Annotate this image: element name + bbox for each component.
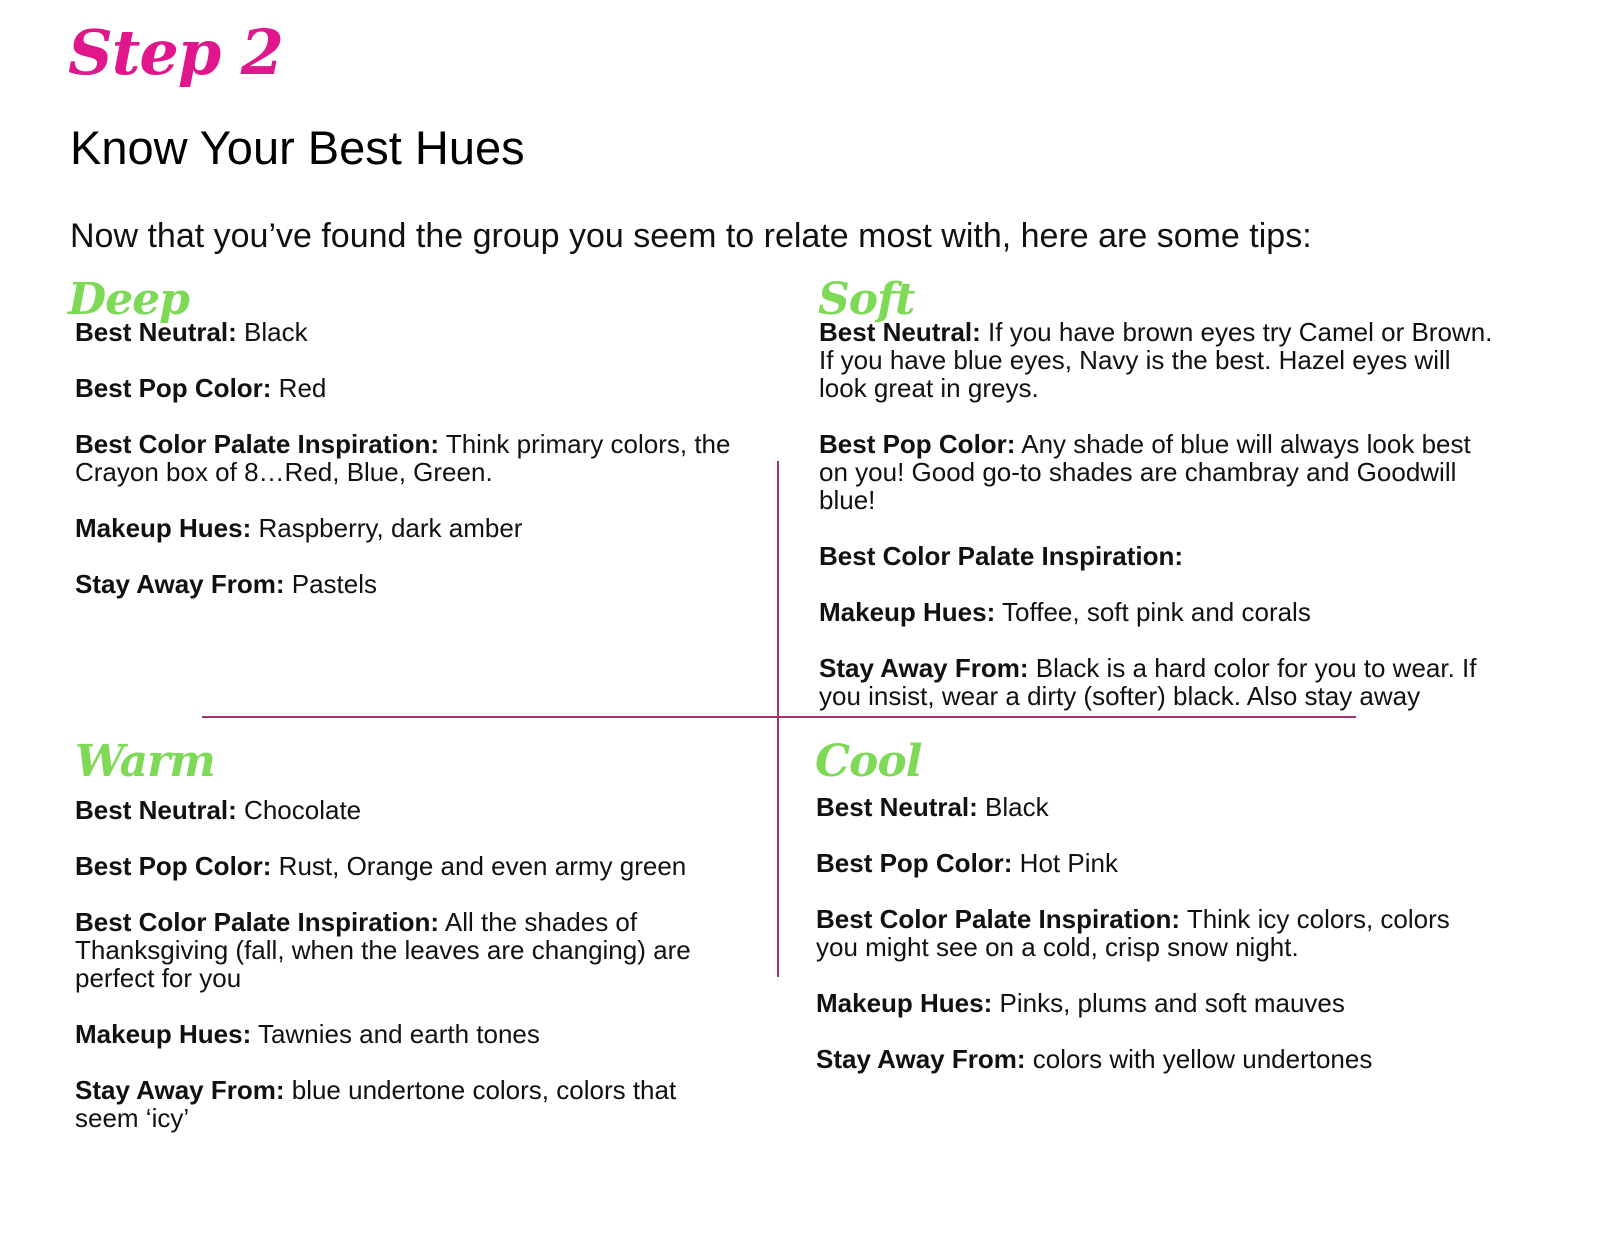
item-label: Makeup Hues: [75, 1019, 252, 1049]
item-label: Stay Away From: [75, 1075, 285, 1105]
warm-best-neutral [75, 796, 735, 824]
item-label: Best Color Palate Inspiration: [75, 429, 440, 459]
soft-stay-away [819, 654, 1499, 710]
soft-heading: Soft [818, 274, 915, 325]
deep-heading: Deep [68, 274, 189, 325]
item-label: Best Color Palate Inspiration: [819, 541, 1184, 571]
item-text: Red [271, 373, 327, 403]
item-text: Any shade of blue will always look best on you! Good go-to shades are chambray and Goodwill blue! [819, 429, 1471, 515]
item-label: Best Neutral: [819, 317, 981, 347]
deep-stay-away [75, 570, 745, 598]
vertical-divider [777, 461, 779, 977]
item-label: Makeup Hues: [75, 513, 252, 543]
item-text: Raspberry, dark amber [251, 513, 523, 543]
page-title: Know Your Best Hues [70, 121, 525, 174]
deep-makeup-hues [75, 514, 745, 542]
cool-section [816, 793, 1456, 1101]
item-label: Best Pop Color: [75, 851, 272, 881]
item-label: Makeup Hues: [816, 988, 993, 1018]
item-text: All the shades of Thanksgiving (fall, when the leaves are changing) are perfect for you [75, 907, 691, 993]
warm-heading: Warm [75, 736, 215, 787]
item-text: Black [236, 317, 308, 347]
item-label: Stay Away From: [819, 653, 1029, 683]
item-text: Toffee, soft pink and corals [995, 597, 1311, 627]
item-label: Stay Away From: [75, 569, 285, 599]
item-text: Hot Pink [1012, 848, 1118, 878]
intro-text: Now that you’ve found the group you seem to relate most with, here are some tips: [70, 217, 1312, 255]
item-label: Makeup Hues: [819, 597, 996, 627]
item-text: Think icy colors, colors you might see on a cold, crisp snow night. [816, 904, 1450, 962]
item-label: Best Neutral: [75, 317, 237, 347]
step-number: Step 2 [68, 16, 283, 89]
item-text: Think primary colors, the Crayon box of 8…Red, Blue, Green. [75, 429, 731, 487]
cool-heading: Cool [815, 736, 922, 787]
cool-best-neutral [816, 793, 1456, 821]
soft-best-neutral [819, 318, 1499, 402]
item-text: Rust, Orange and even army green [271, 851, 687, 881]
item-text: blue undertone colors, colors that seem ‘icy’ [75, 1075, 677, 1133]
warm-section [75, 796, 735, 1160]
cool-palate-inspiration [816, 905, 1456, 961]
cool-stay-away [816, 1045, 1456, 1073]
item-text: If you have brown eyes try Camel or Brown. If you have blue eyes, Navy is the best. Hazel eyes will look great in greys. [819, 317, 1493, 403]
item-text: Black is a hard color for you to wear. If you insist, wear a dirty (softer) black. Also stay away [819, 653, 1477, 711]
warm-best-pop-color [75, 852, 735, 880]
soft-section [819, 318, 1499, 738]
item-text: colors with yellow undertones [1025, 1044, 1373, 1074]
item-text: Pastels [284, 569, 378, 599]
item-text: Tawnies and earth tones [251, 1019, 540, 1049]
item-label: Best Neutral: [816, 792, 978, 822]
deep-palate-inspiration [75, 430, 745, 486]
item-label: Best Pop Color: [819, 429, 1016, 459]
deep-best-neutral [75, 318, 745, 346]
item-text: Pinks, plums and soft mauves [992, 988, 1345, 1018]
item-label: Stay Away From: [816, 1044, 1026, 1074]
item-label: Best Pop Color: [75, 373, 272, 403]
soft-makeup-hues [819, 598, 1499, 626]
item-label: Best Pop Color: [816, 848, 1013, 878]
item-text: Chocolate [236, 795, 362, 825]
warm-stay-away [75, 1076, 735, 1132]
item-label: Best Color Palate Inspiration: [75, 907, 440, 937]
cool-best-pop-color [816, 849, 1456, 877]
deep-best-pop-color [75, 374, 745, 402]
item-label: Best Neutral: [75, 795, 237, 825]
cool-makeup-hues [816, 989, 1456, 1017]
warm-palate-inspiration [75, 908, 735, 992]
item-label: Best Color Palate Inspiration: [816, 904, 1181, 934]
item-text: Black [977, 792, 1049, 822]
deep-section [75, 318, 745, 626]
soft-palate-inspiration [819, 542, 1499, 570]
soft-best-pop-color [819, 430, 1499, 514]
warm-makeup-hues [75, 1020, 735, 1048]
